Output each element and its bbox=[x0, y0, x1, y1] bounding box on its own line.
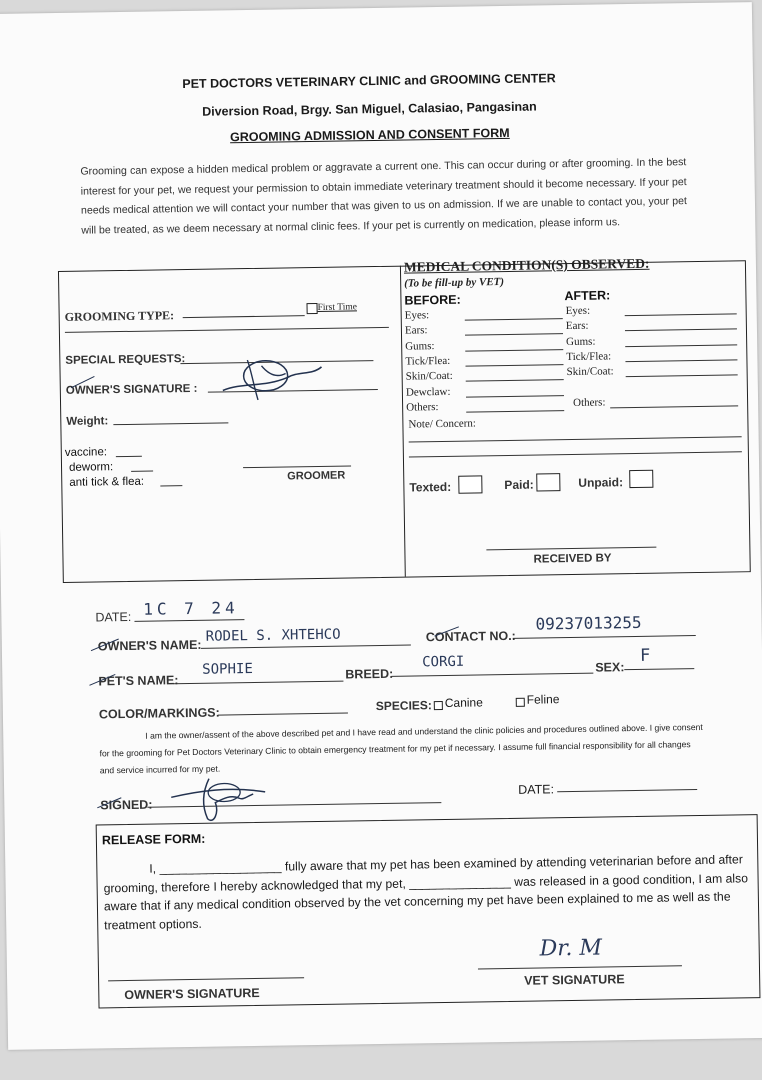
vet-signature-value[interactable]: Dr. M bbox=[539, 935, 603, 962]
before-item-label: Others: bbox=[406, 400, 439, 414]
signed-date-label: DATE: bbox=[518, 782, 555, 797]
consent-paragraph: I am the owner/assent of the above described pet and I have read and understand the clinic policies and procedures outlined above. I give consent for the grooming for Pet Doctors Veterinary Clinic to obtain emergency treatment for my pet if necessary. I assume full financial responsibility for all changes and service incurred for my pet. bbox=[99, 721, 703, 776]
clinic-address: Diversion Road, Brgy. San Miguel, Calasiao, Pangasinan bbox=[202, 99, 537, 119]
release-owner-sig-label: OWNER'S SIGNATURE bbox=[124, 985, 260, 1003]
canine-label: Canine bbox=[444, 695, 483, 711]
before-item-label: Eyes: bbox=[404, 309, 430, 322]
canine-checkbox[interactable] bbox=[434, 701, 443, 710]
breed-value[interactable]: CORGI bbox=[422, 653, 465, 671]
owner-signature-mark bbox=[217, 351, 328, 408]
note-label: Note/ Concern: bbox=[408, 417, 477, 431]
pet-name-line[interactable] bbox=[173, 681, 343, 685]
medical-title: MEDICAL CONDITION(S) OBSERVED: bbox=[403, 255, 650, 275]
intro-paragraph: Grooming can expose a hidden medical problem or aggravate a current one. This can occur during or after grooming. In the best interest for your pet, we request your permission to obtain immediate veterinary treatment should it become necessary. If your pet needs medical attention we will contact your number that was given to us on admission. If we are unable to contact you, your pet will be treated, as we deem necessary at normal clinic fees. If your pet is currently on medication, please inform us. bbox=[80, 156, 688, 237]
anti-tick-label: anti tick & flea: bbox=[69, 475, 145, 489]
before-item-label: Gums: bbox=[405, 339, 435, 353]
grooming-type-label: GROOMING TYPE: bbox=[64, 308, 175, 324]
weight-label: Weight: bbox=[66, 415, 109, 428]
species-label: SPECIES: bbox=[375, 698, 432, 714]
first-time-checkbox[interactable] bbox=[306, 303, 317, 314]
before-item-label: Ears: bbox=[404, 324, 428, 337]
date-line[interactable] bbox=[134, 619, 244, 622]
color-label: COLOR/MARKINGS: bbox=[98, 705, 220, 722]
color-line[interactable] bbox=[218, 713, 348, 716]
signed-label: SIGNED: bbox=[100, 797, 153, 813]
paid-checkbox[interactable] bbox=[536, 473, 560, 491]
texted-checkbox[interactable] bbox=[458, 475, 482, 493]
received-by-label: RECEIVED BY bbox=[533, 552, 612, 566]
feline-checkbox[interactable] bbox=[516, 698, 525, 707]
before-checklist bbox=[0, 2, 752, 14]
release-title: RELEASE FORM: bbox=[101, 831, 206, 848]
special-requests-label: SPECIAL REQUESTS: bbox=[65, 353, 186, 367]
sex-value[interactable]: F bbox=[639, 645, 651, 666]
signed-date-line[interactable] bbox=[557, 789, 697, 792]
after-label: AFTER: bbox=[564, 288, 611, 304]
before-item-label: Skin/Coat: bbox=[405, 370, 453, 383]
after-item-label: Tick/Flea: bbox=[566, 350, 612, 363]
after-item-label: Ears: bbox=[565, 319, 589, 333]
form-title: GROOMING ADMISSION AND CONSENT FORM bbox=[229, 125, 510, 145]
groomer-label: GROOMER bbox=[287, 469, 346, 483]
breed-label: BREED: bbox=[345, 666, 394, 682]
vaccine-label: vaccine: bbox=[64, 446, 108, 459]
medical-subtitle: (To be fill-up by VET) bbox=[404, 276, 505, 290]
before-item-label: Dewclaw: bbox=[405, 385, 451, 399]
signed-signature-mark bbox=[169, 768, 270, 830]
owner-name-line[interactable] bbox=[201, 645, 411, 649]
unpaid-checkbox[interactable] bbox=[629, 470, 653, 488]
after-item-label: Eyes: bbox=[565, 304, 591, 318]
owner-signature-label: OWNER'S SIGNATURE : bbox=[65, 382, 198, 397]
pet-name-label: PET'S NAME: bbox=[98, 673, 179, 689]
before-item-label: Tick/Flea: bbox=[405, 354, 451, 368]
date-value[interactable]: 1C 7 24 bbox=[143, 598, 239, 619]
date-label: DATE: bbox=[95, 609, 132, 625]
contact-label: CONTACT NO.: bbox=[425, 628, 516, 645]
release-paragraph: I, __________________ fully aware that my pet has been examined by attending veterinarian before and after grooming, therefore I hereby acknowledged that my pet, _______________ was released in a good condition, I am also aware that if any medical condition observed by the vet concerning my pet have been explained to me as well as the treatment options. bbox=[103, 852, 749, 932]
after-item-label: Gums: bbox=[566, 335, 596, 348]
owner-name-value[interactable]: RODEL S. XHTEHCO bbox=[205, 626, 341, 645]
texted-label: Texted: bbox=[409, 479, 452, 495]
unpaid-label: Unpaid: bbox=[578, 475, 624, 490]
before-label: BEFORE: bbox=[404, 292, 461, 308]
deworm-label: deworm: bbox=[68, 461, 114, 474]
first-time-label: First Time bbox=[317, 302, 357, 313]
breed-line[interactable] bbox=[391, 673, 593, 677]
contact-line[interactable] bbox=[513, 635, 696, 639]
form-page bbox=[0, 2, 762, 1050]
pet-name-value[interactable]: SOPHIE bbox=[202, 661, 253, 678]
sex-label: SEX: bbox=[595, 660, 625, 675]
clinic-name: PET DOCTORS VETERINARY CLINIC and GROOMING CENTER bbox=[182, 71, 556, 92]
release-vet-sig-label: VET SIGNATURE bbox=[524, 972, 625, 988]
contact-value[interactable]: 09237013255 bbox=[535, 612, 642, 634]
after-item-label: Others: bbox=[572, 396, 606, 409]
sex-line[interactable] bbox=[624, 668, 694, 670]
feline-label: Feline bbox=[526, 692, 560, 707]
owner-name-label: OWNER'S NAME: bbox=[97, 637, 202, 654]
after-checklist bbox=[0, 2, 752, 14]
paid-label: Paid: bbox=[504, 477, 534, 493]
after-item-label: Skin/Coat: bbox=[566, 365, 614, 379]
